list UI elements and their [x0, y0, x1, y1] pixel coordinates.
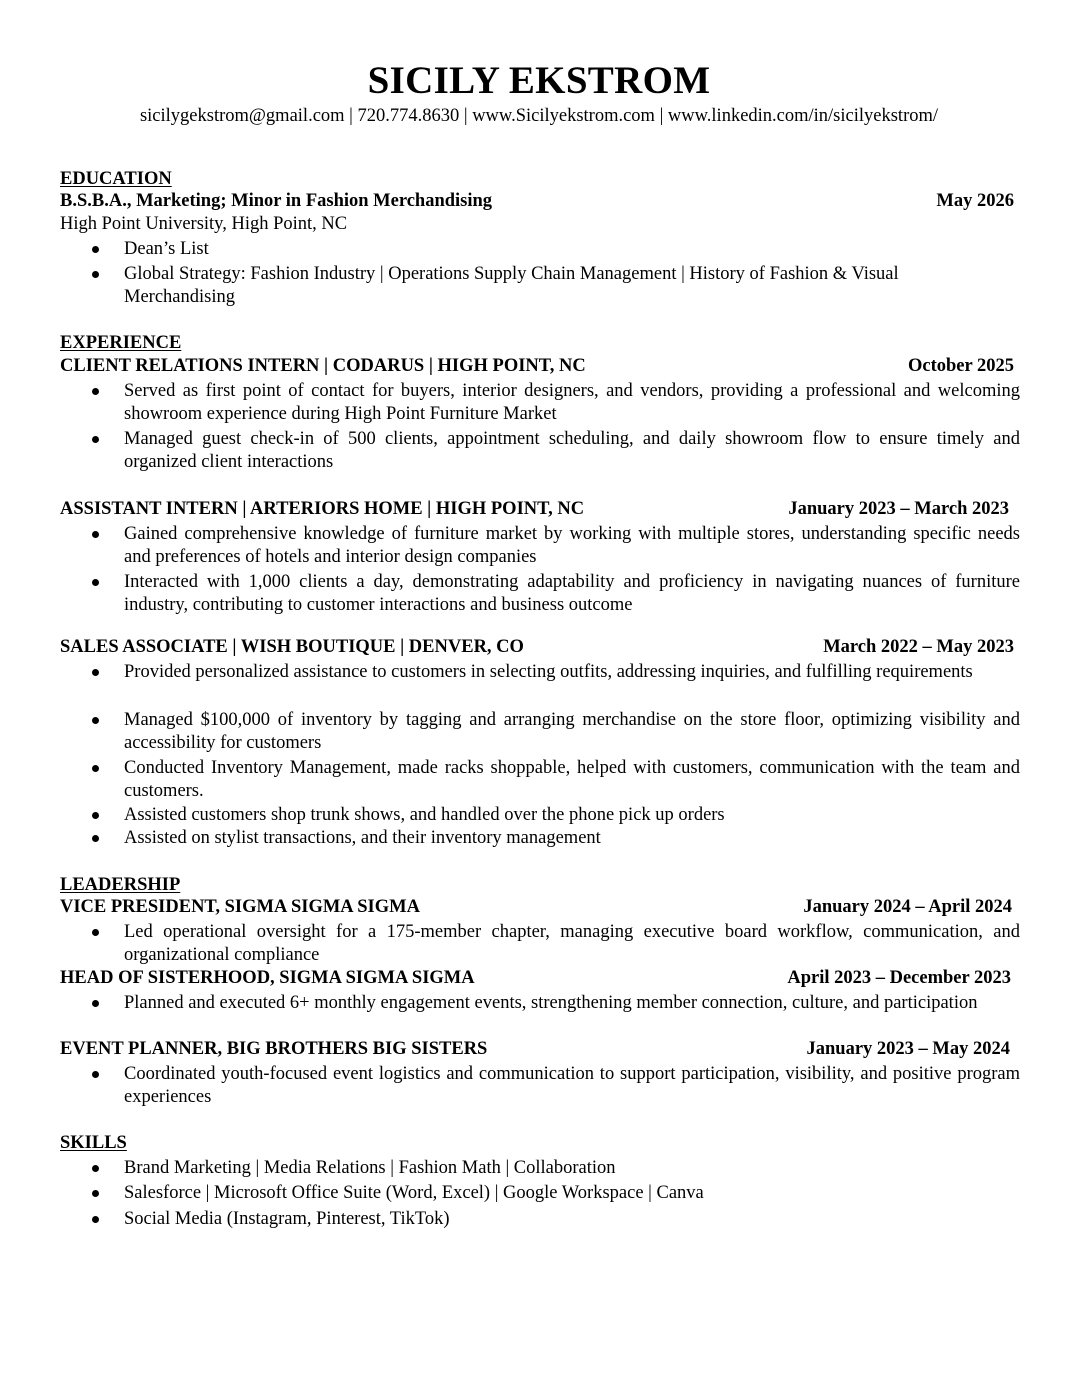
role-bullet: Planned and executed 6+ monthly engagement events, strengthening member connection, culture, and participation	[124, 993, 978, 1013]
bullet-dot	[92, 669, 99, 676]
contact-line: sicilygekstrom@gmail.com | 720.774.8630 | www.Sicilyekstrom.com | www.linkedin.com/in/sicilyekstrom/	[139, 106, 939, 126]
bullet-dot	[92, 388, 99, 395]
degree-date: May 2026	[936, 191, 1014, 211]
job-date: January 2023 – March 2023	[788, 499, 1009, 519]
bullet-dot	[92, 271, 99, 278]
role-bullet: Coordinated youth-focused event logistics and communication to support participation, visibility, and positive program experiences	[124, 1064, 1020, 1107]
section-heading-education: EDUCATION	[60, 169, 172, 189]
job-date: March 2022 – May 2023	[823, 637, 1014, 657]
role-title: HEAD OF SISTERHOOD, SIGMA SIGMA SIGMA	[60, 968, 475, 988]
job-bullet: Gained comprehensive knowledge of furniture market by working with multiple stores, understanding specific needs and preferences of hotels and interior design companies	[124, 524, 1020, 567]
job-bullet: Provided personalized assistance to customers in selecting outfits, addressing inquiries, and fulfilling requirements	[124, 662, 973, 682]
role-date: January 2024 – April 2024	[803, 897, 1012, 917]
bullet-dot	[92, 812, 99, 819]
section-heading-skills: SKILLS	[60, 1133, 127, 1153]
degree-title: B.S.B.A., Marketing; Minor in Fashion Merchandising	[60, 191, 493, 211]
job-date: October 2025	[907, 356, 1014, 376]
job-bullet: Managed guest check-in of 500 clients, appointment scheduling, and daily showroom flow to ensure timely and organized client interactions	[124, 429, 1020, 472]
bullet-dot	[92, 436, 99, 443]
role-title: EVENT PLANNER, BIG BROTHERS BIG SISTERS	[60, 1039, 488, 1059]
bullet-dot	[92, 579, 99, 586]
bullet-dot	[92, 717, 99, 724]
skill-bullet: Brand Marketing | Media Relations | Fashion Math | Collaboration	[124, 1158, 616, 1178]
education-bullet: Global Strategy: Fashion Industry | Operations Supply Chain Management | History of Fashion & Visual Merchandising	[124, 264, 899, 307]
skill-bullet: Salesforce | Microsoft Office Suite (Word, Excel) | Google Workspace | Canva	[124, 1183, 704, 1203]
bullet-dot	[92, 1190, 99, 1197]
role-bullet: Led operational oversight for a 175-member chapter, managing executive board workflow, communication, and organizational compliance	[124, 922, 1020, 965]
resume-name: SICILY EKSTROM	[367, 59, 711, 102]
skill-bullet: Social Media (Instagram, Pinterest, TikTok)	[124, 1209, 450, 1229]
bullet-dot	[92, 531, 99, 538]
job-bullet: Managed $100,000 of inventory by tagging and arranging merchandise on the store floor, optimizing visibility and accessibility for customers	[124, 710, 1020, 753]
role-date: January 2023 – May 2024	[806, 1039, 1010, 1059]
bullet-dot	[92, 929, 99, 936]
bullet-dot	[92, 835, 99, 842]
job-bullet: Served as first point of contact for buyers, interior designers, and vendors, providing a professional and welcoming showroom experience during High Point Furniture Market	[124, 381, 1020, 424]
bullet-dot	[92, 1216, 99, 1223]
bullet-dot	[92, 1071, 99, 1078]
job-title: SALES ASSOCIATE | WISH BOUTIQUE | DENVER, CO	[60, 637, 524, 657]
job-bullet: Conducted Inventory Management, made racks shoppable, helped with customers, communication with the team and customers.	[124, 758, 1020, 801]
section-heading-leadership: LEADERSHIP	[60, 875, 181, 895]
bullet-dot	[92, 1000, 99, 1007]
job-bullet: Interacted with 1,000 clients a day, demonstrating adaptability and proficiency in navigating nuances of furniture industry, contributing to customer interactions and business outcome	[124, 572, 1020, 615]
role-date: April 2023 – December 2023	[787, 968, 1011, 988]
education-bullet: Dean’s List	[124, 239, 209, 259]
job-bullet: Assisted customers shop trunk shows, and handled over the phone pick up orders	[124, 805, 725, 825]
bullet-dot	[92, 246, 99, 253]
school-name: High Point University, High Point, NC	[60, 214, 348, 234]
section-heading-experience: EXPERIENCE	[60, 333, 182, 353]
job-bullet: Assisted on stylist transactions, and their inventory management	[124, 828, 601, 848]
job-title: ASSISTANT INTERN | ARTERIORS HOME | HIGH POINT, NC	[60, 499, 585, 519]
role-title: VICE PRESIDENT, SIGMA SIGMA SIGMA	[60, 897, 420, 917]
bullet-dot	[92, 1165, 99, 1172]
bullet-dot	[92, 765, 99, 772]
job-title: CLIENT RELATIONS INTERN | CODARUS | HIGH POINT, NC	[60, 356, 586, 376]
